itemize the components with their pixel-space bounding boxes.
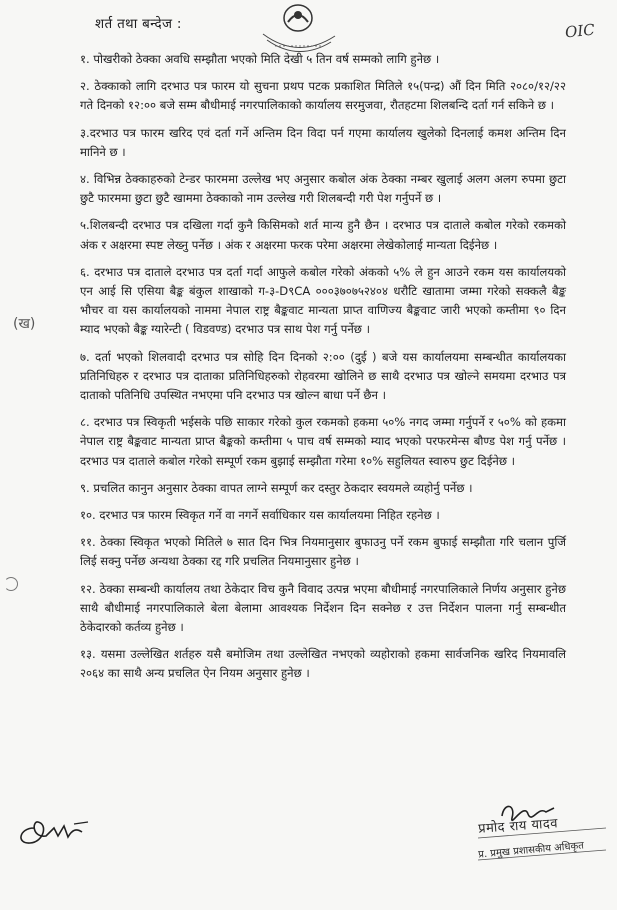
oic-handwritten-note: OIC [564, 20, 596, 42]
clause-13: १३. यसमा उल्लेखित शर्तहरु यसै बमोजिम तथा उल्लेखित नभएको व्यहोराको हकमा सार्वजनिक खरिद नियमावलि २०६४ का साथै अन्य प्रचलित ऐन नियम अनुसार हुनेछ । [80, 647, 566, 681]
clause-7: ७. दर्ता भएको शिलवादी दरभाउ पत्र सोहि दिन दिनको २:०० (दुई ) बजे यस कार्यालयमा सम्बन्धीत कार्यालयका प्रतिनिधिहरु र दरभाउ पत्र दाताका प्रतिनिधिहरुको रोहवरमा खोलिने छ साथै दरभाउ पत्र खोल्ने समयमा दरभाउ पत्र दाताको पतिनिधि उपस्थित नभएमा पनि दरभाउ पत्र खोल्न बाधा पर्ने छैन । [80, 349, 566, 403]
clause-4: ४. विभिन्न ठेक्काहरुको टेन्डर फारममा उल्लेख भए अनुसार कबोल अंक ठेक्का नम्बर खुलाई अलग अलग रुपमा छुटा छुटै फारममा छुटा छुटै खाममा ठेक्काको नाम उल्लेख गरी शिलबन्दी गरी पेश गर्नुपर्ने छ । [80, 172, 566, 206]
terms-list [80, 50, 566, 692]
clause-9: ९. प्रचलित कानुन अनुसार ठेक्का वापत लाग्ने सम्पूर्ण कर दस्तुर ठेकदार स्वयमले व्यहोर्नु पर्नेछ । [80, 480, 473, 495]
clause-8: ८. दरभाउ पत्र स्विकृती भईसके पछि साकार गरेको कुल रकमको हकमा ५०% नगद जम्मा गर्नुपर्ने र ५०% को हकमा नेपाल राष्ट्र बैङ्कवाट मान्यता प्राप्त बैङ्कको कम्तीमा ५ पाच वर्ष सम्मको म्याद भएको परफरमेन्स बौण्ड पेश गर्नु पर्नेछ । दरभाउ पत्र दाताले कबोल गरेको सम्पूर्ण रकम बुझाई सम्झौता गरेमा १०% सहुलियत स्वारुप छुट दिईनेछ । [80, 415, 566, 468]
clause-10: १०. दरभाउ पत्र फारम स्विकृत गर्ने वा नगर्ने सर्वाधिकार यस कार्यालयमा निहित रहनेछ । [80, 508, 440, 523]
clause-5: ५.शिलबन्दी दरभाउ पत्र दखिला गर्दा कुनै किसिमको शर्त मान्य हुनै छैन । दरभाउ पत्र दाताले कबोल गरेको रकमको अंक र अक्षरमा स्पष्ट लेख्नु पर्नेछ । अंक र अक्षरमा फरक परेमा अक्षरमा लेखेकोलाई मान्यता दिईनेछ । [80, 218, 566, 252]
margin-scribble: (ख) [13, 316, 36, 332]
clause-6: ६. दरभाउ पत्र दाताले दरभाउ पत्र दर्ता गर्दा आफुले कबोल गरेको अंकको ५% ले हुन आउने रकम यस कार्यालयको एन आई सि एसिया बैङ्क बंकुल शाखाको ग-३-D९CA ०००३७०७५२४०४ धरौटि खातामा जम्मा गरेको सक्कलै बैङ्क भौचर वा यस कार्यालयको नाममा नेपाल राष्ट्र बैङ्कवाट मान्यता प्राप्त वाणिज्य बैङ्कवाट जारी भएको कम्तीमा ९० दिन म्याद भएको बैङ्क ग्यारेन्टी ( विडवण्ड) दरभाउ पत्र साथ पेश गर्नु पर्नेछ । [80, 264, 566, 337]
terms-heading: शर्त तथा बन्देज : [95, 16, 182, 32]
clause-1: १. पोखरीको ठेक्का अवधि सम्झौता भएको मिति देखी ५ तिन वर्ष सम्मको लागि हुनेछ । [80, 52, 440, 66]
clause-3: ३.दरभाउ पत्र फारम खरिद एवं दर्ता गर्ने अन्तिम दिन विदा पर्न गएमा कार्यालय खुलेको दिनलाई कमश अन्तिम दिन मानिने छ । [80, 125, 566, 159]
signatory-title: प्र. प्रमुख प्रशासकीय अधिकृत [477, 840, 585, 861]
punch-hole [4, 577, 18, 591]
clause-12: १२. ठेक्का सम्बन्धी कार्यालय तथा ठेकेदार विच कुनै विवाद उत्पन्न भएमा बौधीमाई नगरपालिकाले निर्णय अनुसार हुनेछ साथै बौधीमाई नगरपालिकाले बेला बेलामा आवश्यक निर्देशन दिन सक्नेछ र उत्त निर्देशन पालना गर्नु सम्बन्धीत ठेकेदारको कर्तव्य हुनेछ । [80, 581, 566, 635]
clause-11: ११. ठेक्का स्विकृत भएको मितिले ७ सात दिन भित्र नियमानुसार बुफाउनु पर्ने रकम बुफाई सम्झौता गरि चलान पुर्जि लिई सक्नु पर्नेछ अन्यथा ठेक्का रद्द गरि प्रचलित नियमानुसार हुनेछ । [80, 535, 566, 569]
clause-2: २. ठेक्काको लागि दरभाउ पत्र फारम यो सुचना प्रथप पटक प्रकाशित मितिले १५(पन्द्र) औं दिन मिति २०८०/१२/२२ गते दिनको १२:०० बजे सम्म बौधीमाई नगरपालिकाको कार्यालय सरमुजवा, रौतहटमा शिलबन्दि दर्ता गर्न सकिने छ । [80, 79, 566, 113]
handwritten-signature-left [14, 810, 104, 850]
signatory-name: प्रमोद राय यादव [477, 816, 559, 837]
